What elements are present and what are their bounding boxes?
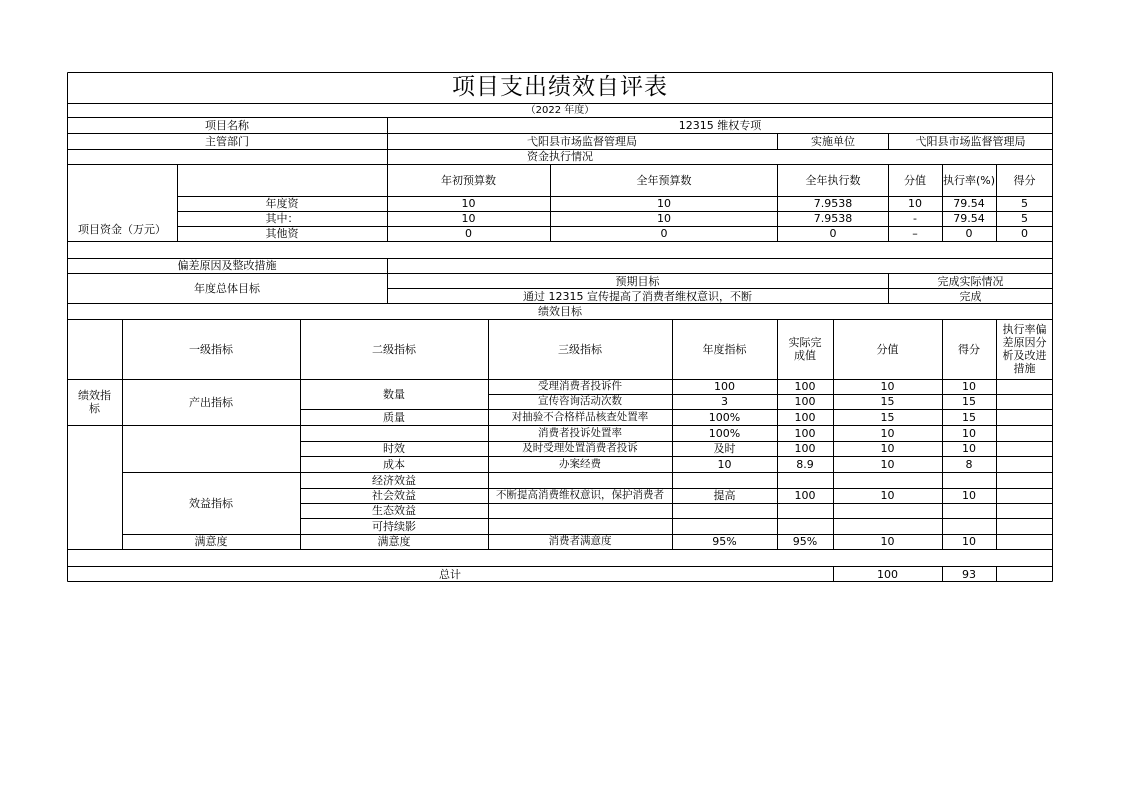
funds-cell: 0 bbox=[965, 227, 973, 240]
perf-cell-target: 10 bbox=[717, 457, 732, 471]
l2-timeliness: 时效 bbox=[383, 442, 405, 455]
perf-cell-score bbox=[833, 518, 942, 534]
perf-header-l1: 一级指标 bbox=[189, 342, 233, 356]
perf-cell-l3 bbox=[488, 518, 672, 534]
perf-cell-got: 8 bbox=[965, 457, 973, 471]
perf-cell-score: 15 bbox=[880, 395, 895, 408]
perf-cell-actual: 100 bbox=[794, 410, 816, 424]
funds-section-title: 资金执行情况 bbox=[527, 150, 593, 163]
perf-cell-score bbox=[833, 503, 942, 518]
perf-cell-got: 15 bbox=[962, 395, 976, 408]
funds-cell: 10 bbox=[908, 197, 922, 210]
l2-economic: 经济效益 bbox=[372, 473, 416, 487]
perf-cell-l3: 宣传咨询活动次数 bbox=[538, 395, 622, 407]
perf-cell-score: 10 bbox=[880, 380, 895, 393]
deviation-label: 偏差原因及整改措施 bbox=[177, 259, 277, 272]
perf-cell-got bbox=[942, 518, 996, 534]
funds-cell: 0 bbox=[465, 227, 472, 240]
perf-cell-actual: 8.9 bbox=[796, 457, 814, 471]
funds-header-executed: 全年执行数 bbox=[805, 174, 861, 187]
perf-cell-got bbox=[942, 503, 996, 518]
perf-cell-l3: 对抽验不合格样品核查处置率 bbox=[511, 410, 649, 423]
perf-cell-actual: 100 bbox=[794, 442, 816, 455]
dept-value: 弋阳县市场监督管理局 bbox=[527, 135, 637, 148]
project-name-label: 项目名称 bbox=[205, 119, 249, 132]
expected-goal-value: 通过 12315 宣传提高了消费者维权意识，不断 bbox=[523, 289, 752, 303]
funds-cell: – bbox=[912, 227, 918, 240]
funds-cell: 10 bbox=[461, 197, 476, 210]
l2-satisfaction: 满意度 bbox=[377, 535, 411, 548]
funds-cell: 0 bbox=[660, 227, 668, 240]
perf-cell-got: 15 bbox=[962, 410, 976, 424]
perf-cell-got: 10 bbox=[962, 535, 976, 548]
l2-sustainable: 可持续影 bbox=[372, 519, 416, 533]
perf-cell-target bbox=[672, 472, 777, 488]
funds-cell: 7.9538 bbox=[813, 197, 853, 210]
perf-cell-actual: 95% bbox=[792, 535, 818, 548]
perf-header-l3: 三级指标 bbox=[558, 342, 602, 356]
funds-header-got: 得分 bbox=[1013, 174, 1036, 187]
perf-cell-target: 3 bbox=[721, 395, 728, 408]
perf-cell-l3: 不断提高消费维权意识，保护消费者 bbox=[496, 489, 664, 501]
perf-cell-actual bbox=[777, 518, 833, 534]
funds-cell: 7.9538 bbox=[813, 212, 853, 225]
perf-cell-target bbox=[672, 503, 777, 518]
page-title: 项目支出绩效自评表 bbox=[452, 74, 668, 100]
perf-cell-score: 10 bbox=[880, 489, 895, 502]
perf-cell-target: 100 bbox=[714, 380, 735, 393]
perf-cell-actual: 100 bbox=[794, 380, 816, 393]
perf-cell-target: 100% bbox=[708, 426, 741, 440]
perf-cell-target bbox=[672, 518, 777, 534]
perf-header-deviation: 执行率偏差原因分析及改进措施 bbox=[1002, 323, 1047, 375]
perf-cell-l3 bbox=[488, 503, 672, 518]
perf-cell-actual: 100 bbox=[794, 489, 816, 502]
actual-goal-value: 完成 bbox=[959, 289, 982, 303]
perf-header-actual: 实际完成值 bbox=[788, 336, 822, 362]
unit-value: 弋阳县市场监督管理局 bbox=[915, 135, 1026, 148]
perf-cell-target: 及时 bbox=[713, 442, 736, 455]
total-label: 总计 bbox=[439, 567, 461, 581]
perf-header-score: 分值 bbox=[876, 342, 899, 356]
funds-cell: 5 bbox=[1021, 197, 1028, 210]
perf-cell-l3: 及时受理处置消费者投诉 bbox=[522, 442, 638, 454]
perf-cell-score: 10 bbox=[880, 457, 895, 471]
perf-cell-l3: 消费者投诉处置率 bbox=[538, 426, 622, 439]
l1-output: 产出指标 bbox=[189, 395, 233, 409]
dept-label: 主管部门 bbox=[205, 135, 249, 148]
funds-header-annual: 全年预算数 bbox=[636, 174, 692, 187]
funds-row-label: 其他资 bbox=[265, 227, 299, 240]
perf-cell-got: 10 bbox=[962, 489, 976, 502]
funds-cell: 0 bbox=[829, 227, 837, 240]
perf-cell-l3: 办案经费 bbox=[559, 457, 601, 470]
funds-side-label: 项目资金（万元） bbox=[78, 222, 166, 236]
perf-cell-score: 10 bbox=[880, 535, 895, 548]
total-score: 100 bbox=[877, 567, 898, 581]
perf-cell-score bbox=[833, 472, 942, 488]
funds-cell: 0 bbox=[1021, 227, 1028, 240]
perf-cell-actual bbox=[777, 503, 833, 518]
perf-cell-actual: 100 bbox=[794, 426, 816, 440]
perf-cell-l3: 消费者满意度 bbox=[548, 535, 612, 547]
perf-header-got: 得分 bbox=[958, 342, 980, 356]
year-label: （2022 年度） bbox=[525, 104, 595, 116]
l2-quantity: 数量 bbox=[383, 387, 405, 401]
perf-cell-l3: 受理消费者投诉件 bbox=[538, 380, 622, 392]
funds-cell: 5 bbox=[1021, 212, 1028, 225]
perf-cell-got bbox=[942, 472, 996, 488]
funds-row-label: 其中： bbox=[265, 212, 299, 225]
perf-side-label: 绩效指标 bbox=[78, 389, 111, 415]
perf-cell-l3 bbox=[488, 472, 672, 488]
total-got: 93 bbox=[962, 567, 976, 581]
l1-satisfaction: 满意度 bbox=[194, 535, 228, 548]
funds-cell: - bbox=[913, 212, 917, 225]
perf-cell-score: 10 bbox=[880, 442, 895, 455]
l1-benefit: 效益指标 bbox=[189, 496, 233, 510]
perf-cell-got: 10 bbox=[962, 380, 976, 393]
l2-social: 社会效益 bbox=[372, 489, 416, 502]
funds-row-label: 年度资 bbox=[265, 197, 299, 210]
perf-cell-target: 95% bbox=[712, 535, 737, 548]
perf-header-l2: 二级指标 bbox=[372, 342, 416, 356]
l2-cost: 成本 bbox=[383, 457, 405, 471]
perf-cell-target: 100% bbox=[708, 410, 741, 424]
self-evaluation-table bbox=[67, 72, 1053, 582]
funds-cell: 10 bbox=[657, 197, 671, 210]
perf-cell-score: 10 bbox=[880, 426, 895, 440]
perf-cell-actual bbox=[777, 472, 833, 488]
expected-goal-header: 预期目标 bbox=[615, 275, 660, 288]
l2-quality: 质量 bbox=[383, 410, 405, 424]
perf-header-target: 年度指标 bbox=[702, 342, 747, 356]
perf-cell-got: 10 bbox=[962, 442, 976, 455]
funds-cell: 10 bbox=[657, 212, 671, 225]
perf-cell-score: 15 bbox=[880, 410, 895, 424]
funds-header-initial: 年初预算数 bbox=[441, 174, 496, 187]
funds-cell: 79.54 bbox=[953, 212, 985, 225]
l2-ecological: 生态效益 bbox=[372, 504, 416, 517]
funds-header-score: 分值 bbox=[904, 174, 926, 187]
unit-label: 实施单位 bbox=[811, 135, 855, 148]
perf-cell-got: 10 bbox=[962, 426, 976, 440]
actual-goal-header: 完成实际情况 bbox=[937, 275, 1004, 288]
funds-cell: 10 bbox=[461, 212, 476, 225]
funds-cell: 79.54 bbox=[953, 197, 985, 210]
perf-section-title: 绩效目标 bbox=[538, 305, 582, 318]
funds-header-rate: 执行率(%) bbox=[942, 174, 996, 187]
perf-cell-actual: 100 bbox=[794, 395, 816, 408]
annual-goal-label: 年度总体目标 bbox=[194, 282, 260, 295]
perf-cell-target: 提高 bbox=[713, 489, 736, 502]
project-name-value: 12315 维权专项 bbox=[678, 119, 762, 132]
